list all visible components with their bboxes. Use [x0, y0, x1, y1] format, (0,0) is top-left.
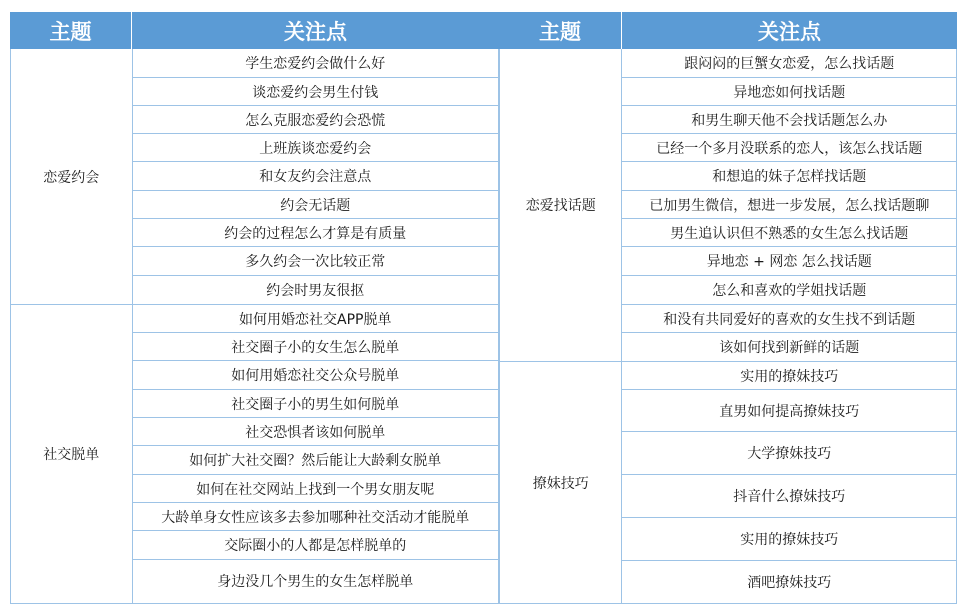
table-cell: 跟闷闷的巨蟹女恋爱，怎么找话题 [622, 49, 956, 78]
table-cell: 社交圈子小的男生如何脱单 [133, 390, 499, 418]
table-cell: 大学撩妹技巧 [622, 432, 956, 475]
table-cell: 大龄单身女性应该多去参加哪种社交活动才能脱单 [133, 503, 499, 531]
header-focus: 关注点 [284, 19, 347, 44]
left-table [10, 12, 499, 604]
table-cell: 和女友约会注意点 [133, 162, 499, 191]
table-cell: 酒吧撩妹技巧 [747, 575, 832, 591]
table-cell: 实用的撩妹技巧 [622, 518, 956, 561]
focus-column [622, 49, 956, 603]
focus-column [133, 49, 499, 603]
topic-cell: 撩妹技巧 [532, 475, 589, 492]
table-body [10, 49, 499, 604]
table-cell: 怎么克服恋爱约会恐慌 [133, 106, 499, 134]
table-cell: 怎么和喜欢的学姐找话题 [622, 276, 956, 305]
header-topic: 主题 [499, 12, 622, 49]
topic-cell: 恋爱约会 [11, 49, 132, 305]
table-cell: 和想追的妹子怎样找话题 [622, 162, 956, 191]
table-cell: 约会的过程怎么才算是有质量 [133, 219, 499, 247]
table-cell: 直男如何提高撩妹技巧 [622, 390, 956, 432]
table-cell: 该如何找到新鲜的话题 [622, 333, 956, 362]
table-cell: 抖音什么撩妹技巧 [622, 475, 956, 518]
table-cell: 如何用婚恋社交APP脱单 [133, 305, 499, 333]
table-cell: 身边没几个男生的女生怎样脱单 [217, 574, 414, 590]
table-cell: 男生追认识但不熟悉的女生怎么找话题 [622, 219, 956, 247]
table-header [499, 12, 957, 49]
topic-column [11, 49, 133, 603]
table-cell: 和没有共同爱好的喜欢的女生找不到话题 [622, 305, 956, 333]
table-cell: 多久约会一次比较正常 [133, 247, 499, 276]
table-body [499, 49, 957, 604]
table-cell: 和男生聊天他不会找话题怎么办 [622, 106, 956, 134]
table-cell: 社交恐惧者该如何脱单 [133, 418, 499, 446]
table-cell: 学生恋爱约会做什么好 [133, 49, 499, 78]
table-cell: 约会无话题 [133, 191, 499, 219]
table-cell: 异地恋 + 网恋 怎么找话题 [622, 247, 956, 276]
topic-cell: 恋爱找话题 [500, 49, 621, 362]
table-cell: 约会时男友很抠 [133, 276, 499, 305]
topic-cell: 社交脱单 [43, 447, 100, 463]
right-table [499, 12, 957, 604]
header-focus: 关注点 [758, 19, 821, 44]
table-cell: 已加男生微信，想进一步发展，怎么找话题聊 [622, 191, 956, 219]
table-cell: 社交圈子小的女生怎么脱单 [133, 333, 499, 361]
table-cell: 异地恋如何找话题 [622, 78, 956, 106]
table-header [10, 12, 499, 49]
table-cell: 已经一个多月没联系的恋人，该怎么找话题 [622, 134, 956, 162]
table-cell: 如何用婚恋社交公众号脱单 [133, 361, 499, 390]
table-cell: 如何扩大社交圈？然后能让大龄剩女脱单 [133, 446, 499, 475]
table-cell: 上班族谈恋爱约会 [133, 134, 499, 162]
table-cell: 实用的撩妹技巧 [622, 362, 956, 390]
topic-column [500, 49, 622, 603]
table-cell: 谈恋爱约会男生付钱 [133, 78, 499, 106]
header-topic: 主题 [10, 12, 132, 49]
table-cell: 如何在社交网站上找到一个男女朋友呢 [133, 475, 499, 503]
table-cell: 交际圈小的人都是怎样脱单的 [133, 531, 499, 560]
